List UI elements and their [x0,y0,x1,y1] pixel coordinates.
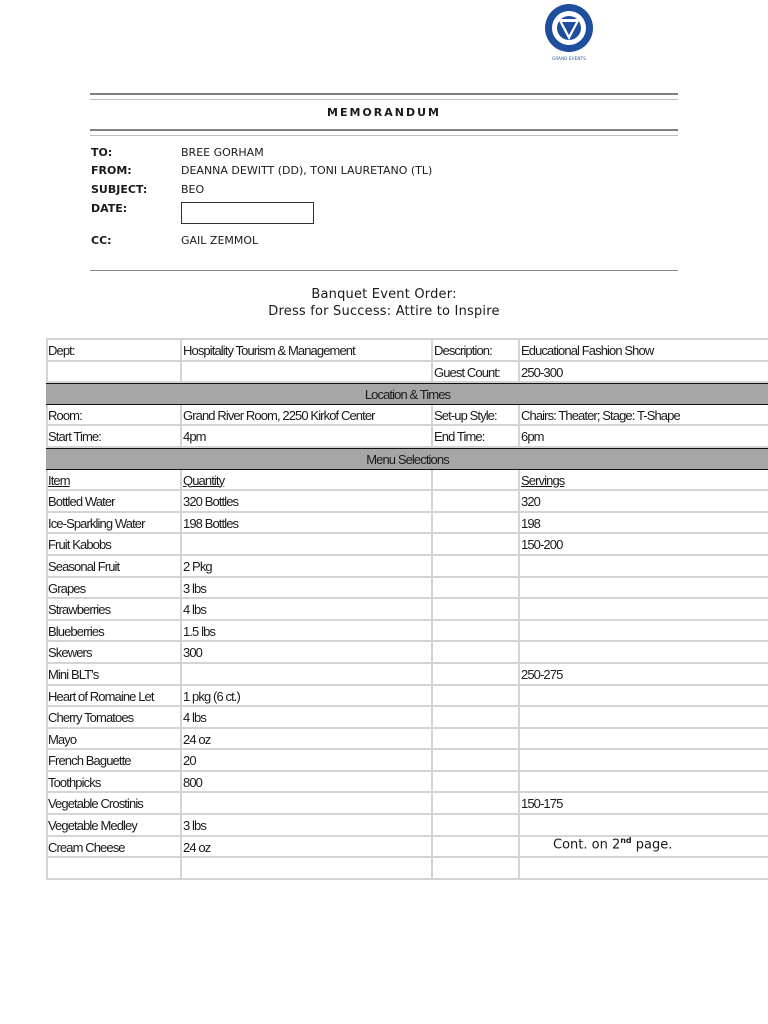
table-cell [519,599,768,619]
table-cell: Quantity [183,472,225,488]
section-heading: Location & Times [364,387,451,403]
table-cell [432,793,520,813]
table-cell [432,750,520,770]
table-row [46,772,768,794]
date-label: DATE: [91,202,128,215]
table-cell [432,858,520,878]
table-cell [519,729,768,749]
table-cell [432,513,520,533]
table-cell: Toothpicks [48,774,101,790]
table-cell [519,556,768,576]
table-cell [181,362,433,382]
table-cell: Seasonal Fruit [48,558,120,574]
table-cell: 198 Bottles [183,515,239,531]
table-cell: Set-up Style: [434,407,497,423]
table-cell [432,686,520,706]
table-cell: Ice-Sparkling Water [48,515,145,531]
title-rule [90,129,678,136]
table-cell: Strawberries [48,602,111,618]
table-cell: 250-275 [521,666,563,682]
table-cell [432,470,520,490]
top-rule [90,93,678,100]
table-row [46,793,768,815]
table-cell [432,664,520,684]
table-cell [519,750,768,770]
table-cell: Servings [521,472,565,488]
table-cell: 1 pkg (6 ct.) [183,688,240,704]
table-cell [181,664,433,684]
table-cell: 320 Bottles [183,494,239,510]
table-row [46,578,768,600]
table-cell: 300 [183,645,202,661]
table-cell: Vegetable Crostinis [48,796,143,812]
date-field[interactable] [181,202,314,224]
cc-value: GAIL ZEMMOL [181,234,259,247]
table-cell [519,686,768,706]
table-cell [432,491,520,511]
table-cell: Mini BLT's [48,666,99,682]
table-row [46,686,768,708]
memo-title: MEMORANDUM [327,106,441,119]
table-cell [519,707,768,727]
table-cell: 150-200 [521,537,563,553]
table-cell: Grapes [48,580,86,596]
table-cell: Start Time: [48,429,101,445]
table-cell [181,858,433,878]
table-row [46,707,768,729]
table-cell [432,707,520,727]
table-cell [181,793,433,813]
table-row [46,621,768,643]
table-cell: Vegetable Medley [48,818,137,834]
subject-label: SUBJECT: [91,183,148,196]
table-row [46,338,768,362]
table-cell [519,858,768,878]
table-cell: 150-175 [521,796,563,812]
event-order-table [46,338,768,880]
table-cell: 3 lbs [183,818,206,834]
table-row [46,362,768,384]
section-heading: Menu Selections [366,451,449,467]
table-row [46,642,768,664]
table-row [46,729,768,751]
table-cell: Cream Cheese [48,839,125,855]
banquet-subtitle: Dress for Success: Attire to Inspire [268,304,500,319]
table-cell: 20 [183,753,196,769]
table-cell: French Baguette [48,753,131,769]
table-cell: Blueberries [48,623,104,639]
table-cell: Heart of Romaine Let [48,688,154,704]
table-row [46,815,768,837]
table-cell: Cherry Tomatoes [48,710,134,726]
table-cell: 1.5 lbs [183,623,216,639]
table-cell: Item [48,472,70,488]
table-cell [432,642,520,662]
table-cell [519,642,768,662]
table-row [46,534,768,556]
table-row [46,513,768,535]
table-cell: Dept: [48,343,75,358]
subject-value: BEO [181,183,205,196]
table-row [46,491,768,513]
table-row [46,599,768,621]
table-cell: 320 [521,494,540,510]
logo-caption: GRAND EVENTS [552,56,586,61]
section-band-location [46,383,768,405]
table-cell: 250-300 [521,364,563,380]
table-cell [432,772,520,792]
table-cell [432,815,520,835]
table-cell: 198 [521,515,540,531]
table-cell: 6pm [521,429,544,445]
table-cell [46,362,182,382]
table-row [46,405,768,427]
table-cell: Room: [48,407,82,423]
table-row [46,556,768,578]
table-cell: 24 oz [183,839,211,855]
table-cell [432,599,520,619]
table-cell: 4 lbs [183,710,206,726]
table-cell: End Time: [434,429,485,445]
table-cell [519,772,768,792]
table-cell: Skewers [48,645,92,661]
table-cell: Hospitality Tourism & Management [183,343,355,358]
cc-label: CC: [91,234,112,247]
table-cell [519,621,768,641]
table-cell [432,534,520,554]
table-cell [519,578,768,598]
header-bottom-rule [90,270,678,271]
table-cell: Chairs: Theater; Stage: T-Shape [521,407,680,423]
table-cell [432,621,520,641]
table-cell: Fruit Kabobs [48,537,111,553]
table-cell: Guest Count: [434,364,500,380]
table-cell: 800 [183,774,202,790]
table-cell: Description: [434,343,492,358]
to-value: BREE GORHAM [181,146,264,159]
table-cell: Grand River Room, 2250 Kirkof Center [183,407,375,423]
table-cell: Mayo [48,731,77,747]
table-cell: Bottled Water [48,494,115,510]
continued-note: Cont. on 2nd page. [553,836,673,853]
table-row [46,426,768,448]
from-label: FROM: [91,164,132,177]
table-cell: 4 lbs [183,602,206,618]
table-cell [432,578,520,598]
table-row [46,858,768,880]
from-value: DEANNA DEWITT (DD), TONI LAURETANO (TL) [181,164,433,177]
table-cell [432,729,520,749]
table-row [46,664,768,686]
table-cell [46,858,182,878]
table-cell [181,534,433,554]
to-label: TO: [91,146,113,159]
section-band-menu [46,448,768,470]
table-cell: 4pm [183,429,206,445]
grand-events-logo [541,0,597,64]
table-header-row [46,470,768,492]
table-cell [519,815,768,835]
table-cell [432,837,520,857]
table-cell: 3 lbs [183,580,206,596]
table-cell: 24 oz [183,731,211,747]
banquet-title: Banquet Event Order: [311,287,457,302]
table-cell: Educational Fashion Show [521,343,654,358]
table-cell: 2 Pkg [183,558,212,574]
table-row [46,750,768,772]
table-cell [432,556,520,576]
